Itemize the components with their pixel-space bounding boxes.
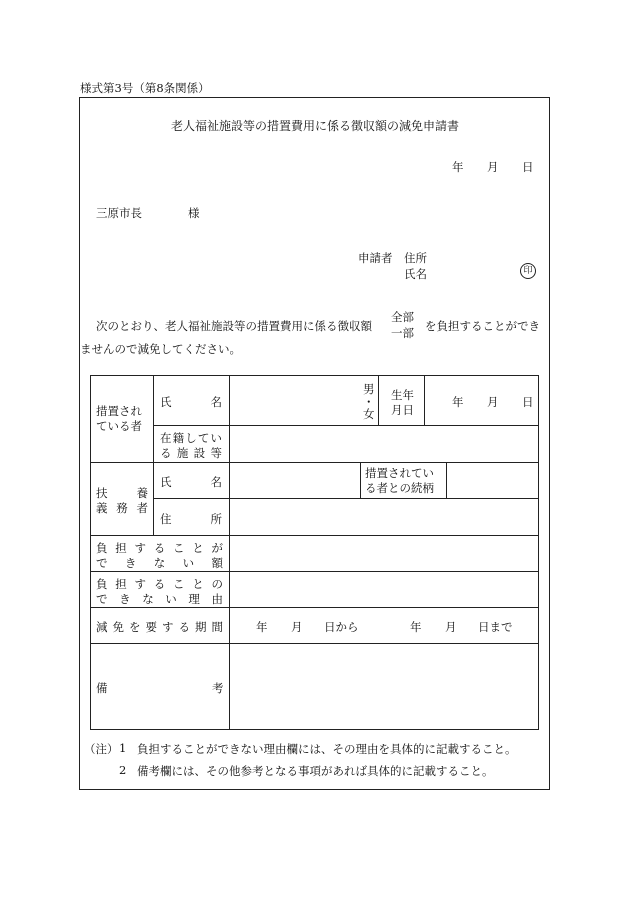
amount-label-1: 負担することが	[96, 541, 223, 555]
period-to-day: 日まで	[478, 620, 513, 634]
addressee-honorific: 様	[188, 206, 200, 220]
note-2-text: 備考欄には、その他参考となる事項があれば具体的に記載すること。	[137, 764, 494, 778]
supporter-label-1: 扶 養	[96, 486, 148, 500]
period-to-year: 年	[410, 620, 422, 634]
gender-female: 女	[363, 407, 375, 421]
applicant-name-label: 氏名	[404, 267, 427, 281]
reason-label-2: できない理由	[96, 592, 223, 606]
form-title: 老人福祉施設等の措置費用に係る徴収額の減免申請書	[170, 119, 459, 133]
form-number: 様式第3号（第8条関係）	[80, 81, 210, 95]
period-from-month: 月	[291, 620, 303, 634]
period-from-day: 日から	[324, 620, 359, 634]
option-all: 全部	[391, 310, 414, 324]
birth-day: 日	[522, 395, 534, 409]
subject-label-2: ている者	[96, 419, 142, 433]
birth-month: 月	[487, 395, 499, 409]
period-to-month: 月	[445, 620, 457, 634]
option-part: 一部	[391, 326, 414, 340]
applicant-address-label: 住所	[404, 251, 427, 265]
amount-label-2: できない額	[96, 556, 223, 570]
remarks-label-2: 考	[212, 681, 224, 695]
note-1-text: 負担することができない理由欄には、その理由を具体的に記載すること。	[137, 742, 517, 756]
form-frame	[79, 97, 550, 790]
body-line1-start: 次のとおり、老人福祉施設等の措置費用に係る徴収額	[96, 319, 372, 333]
period-from-year: 年	[256, 620, 268, 634]
date-day: 日	[522, 160, 534, 174]
reason-label-1: 負担することの	[96, 577, 223, 591]
note-1-number: 1	[119, 741, 127, 755]
period-label: 減免を要する期間	[96, 620, 223, 634]
gender-male: 男	[363, 382, 375, 396]
applicant-label: 申請者	[358, 251, 393, 265]
addressee-name: 三原市長	[96, 206, 142, 220]
relation-label-2: る者との続柄	[365, 481, 434, 495]
body-line1-end: を負担することができ	[425, 319, 540, 333]
date-year: 年	[452, 160, 464, 174]
facility-label-1: 在籍してい	[160, 431, 222, 445]
remarks-label-1: 備	[96, 681, 108, 695]
subject-name-label: 氏 名	[160, 395, 222, 409]
body-line2: ませんので減免してください。	[80, 342, 241, 356]
facility-label-2: る施設等	[160, 446, 222, 460]
birth-label-2: 月日	[391, 403, 414, 417]
date-month: 月	[487, 160, 499, 174]
subject-label-1: 措置され	[96, 404, 142, 418]
seal-mark: 印	[520, 263, 536, 279]
birth-year: 年	[452, 395, 464, 409]
supporter-name-label: 氏 名	[160, 475, 222, 489]
gender-dot: ・	[363, 395, 375, 409]
supporter-label-2: 義務者	[96, 501, 148, 515]
notes-prefix: （注）	[84, 742, 119, 756]
birth-label-1: 生年	[391, 388, 414, 402]
relation-label-1: 措置されてい	[365, 466, 434, 480]
note-2-number: 2	[119, 763, 127, 777]
supporter-address-label: 住 所	[160, 512, 222, 526]
